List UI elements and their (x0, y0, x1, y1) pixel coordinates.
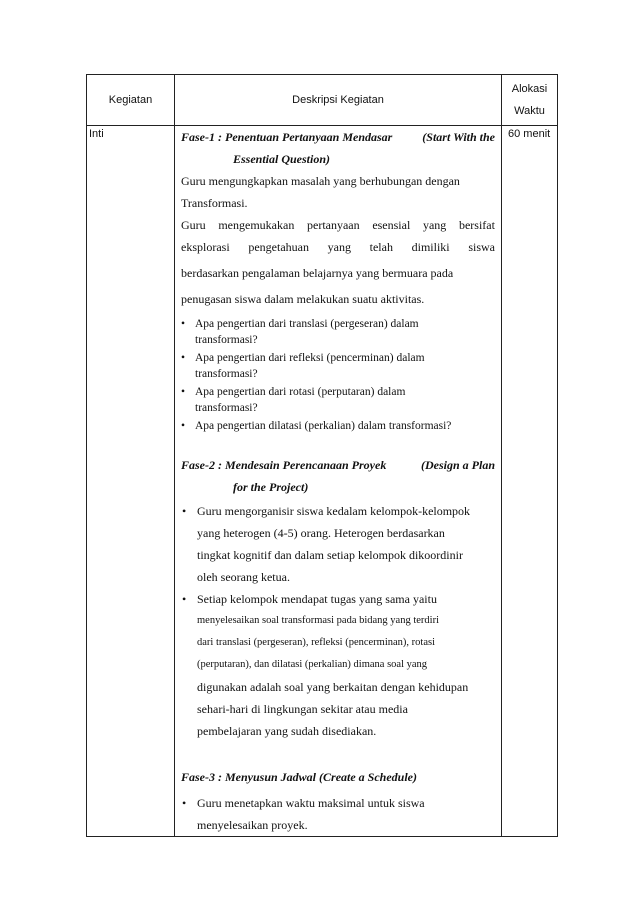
question-line1: Apa pengertian dari rotasi (perputaran) dalam (195, 386, 406, 398)
word: yang (327, 240, 351, 254)
header-deskripsi: Deskripsi Kegiatan (175, 75, 502, 126)
list-item (181, 384, 495, 416)
word: mengemukakan (218, 218, 295, 232)
list-item (181, 316, 495, 348)
bullet-line: digunakan adalah soal yang berkaitan dengan kehidupan (197, 680, 469, 694)
fase2-title-left: Fase-2 : Mendesain Perencanaan Proyek (181, 458, 387, 472)
word: pertanyaan (307, 218, 360, 232)
word: pengetahuan (248, 240, 309, 254)
fase1-para2-line3: berdasarkan pengalaman belajarnya yang bermuara pada (181, 266, 454, 280)
fase1-title-right: (Start With the (422, 130, 495, 144)
fase1-title (181, 126, 495, 170)
fase1-title-line2: Essential Question) (233, 152, 331, 166)
fase1-para1-line2: Transformasi. (181, 196, 248, 210)
fase1-para1-line1: Guru mengungkapkan masalah yang berhubungan dengan (181, 174, 460, 188)
fase1-title-left: Fase-1 : Penentuan Pertanyaan Mendasar (181, 130, 393, 144)
fase3-title-text: Fase-3 : Menyusun Jadwal (Create a Schedule) (181, 770, 418, 784)
fase1-question-list (181, 316, 495, 434)
header-alokasi-line2: Waktu (514, 105, 545, 117)
kegiatan-value: Inti (89, 128, 104, 140)
list-item (181, 350, 495, 382)
word: Guru (181, 218, 206, 232)
bullet-line: (perputaran), dan dilatasi (perkalian) dimana soal yang (197, 659, 428, 670)
word: siswa (468, 240, 495, 254)
activity-table (86, 74, 558, 837)
fase1-para2-line1 (181, 214, 495, 236)
bullet-line: menyelesaikan soal transformasi pada bidang yang terdiri (197, 615, 440, 626)
bullet-line: • Guru mengorganisir siswa kedalam kelompok-kelompok (197, 504, 471, 518)
table-row (87, 126, 558, 837)
bullet-line: dari translasi (pergeseran), refleksi (pencerminan), rotasi (197, 637, 435, 648)
bullet-line: pembelajaran yang sudah disediakan. (197, 724, 377, 738)
fase3-title (181, 766, 495, 788)
cell-deskripsi (175, 126, 502, 837)
question-line2: transformasi? (195, 334, 258, 346)
fase2-bullet-list (181, 500, 495, 742)
cell-kegiatan (87, 126, 175, 837)
word: dimiliki (411, 240, 450, 254)
list-item (181, 588, 495, 742)
word: bersifat (458, 218, 495, 232)
cell-alokasi (502, 126, 558, 837)
fase2-title-line2: for the Project) (233, 480, 309, 494)
question-line1: Apa pengertian dari refleksi (pencerminan) dalam (195, 352, 425, 364)
list-item (181, 500, 495, 588)
word: yang (422, 218, 447, 232)
bullet-line: oleh seorang ketua. (197, 570, 290, 584)
question-line1: Apa pengertian dilatasi (perkalian) dalam transformasi? (195, 420, 452, 432)
fase2-title (181, 454, 495, 498)
alokasi-value: 60 menit (508, 128, 551, 140)
question-line2: transformasi? (195, 368, 258, 380)
bullet-line: menyelesaikan proyek. (197, 818, 308, 832)
list-item (181, 418, 495, 434)
bullet-line: tingkat kognitif dan dalam setiap kelompok dikoordinir (197, 548, 463, 562)
deskripsi-content (175, 126, 501, 836)
question-line1: Apa pengertian dari translasi (pergeseran) dalam (195, 318, 419, 330)
fase3-bullet-list (181, 792, 495, 836)
word: telah (369, 240, 393, 254)
bullet-line: sehari-hari di lingkungan sekitar atau media (197, 702, 408, 716)
fase2-title-right: (Design a Plan (420, 458, 495, 472)
header-alokasi-waktu (502, 75, 558, 126)
header-kegiatan: Kegiatan (87, 75, 175, 126)
fase1-para2-line4: penugasan siswa dalam melakukan suatu aktivitas. (181, 292, 425, 306)
fase1-para2-line2 (181, 236, 495, 258)
bullet-line: • Setiap kelompok mendapat tugas yang sama yaitu (197, 592, 437, 606)
header-alokasi-line1: Alokasi (511, 83, 548, 95)
word: eksplorasi (181, 240, 230, 254)
bullet-line: yang heterogen (4-5) orang. Heterogen berdasarkan (197, 526, 445, 540)
word: esensial (372, 218, 411, 232)
question-line2: transformasi? (195, 402, 258, 414)
bullet-line: • Guru menetapkan waktu maksimal untuk siswa (197, 796, 425, 810)
list-item (181, 792, 495, 836)
table-header-row (87, 75, 558, 126)
